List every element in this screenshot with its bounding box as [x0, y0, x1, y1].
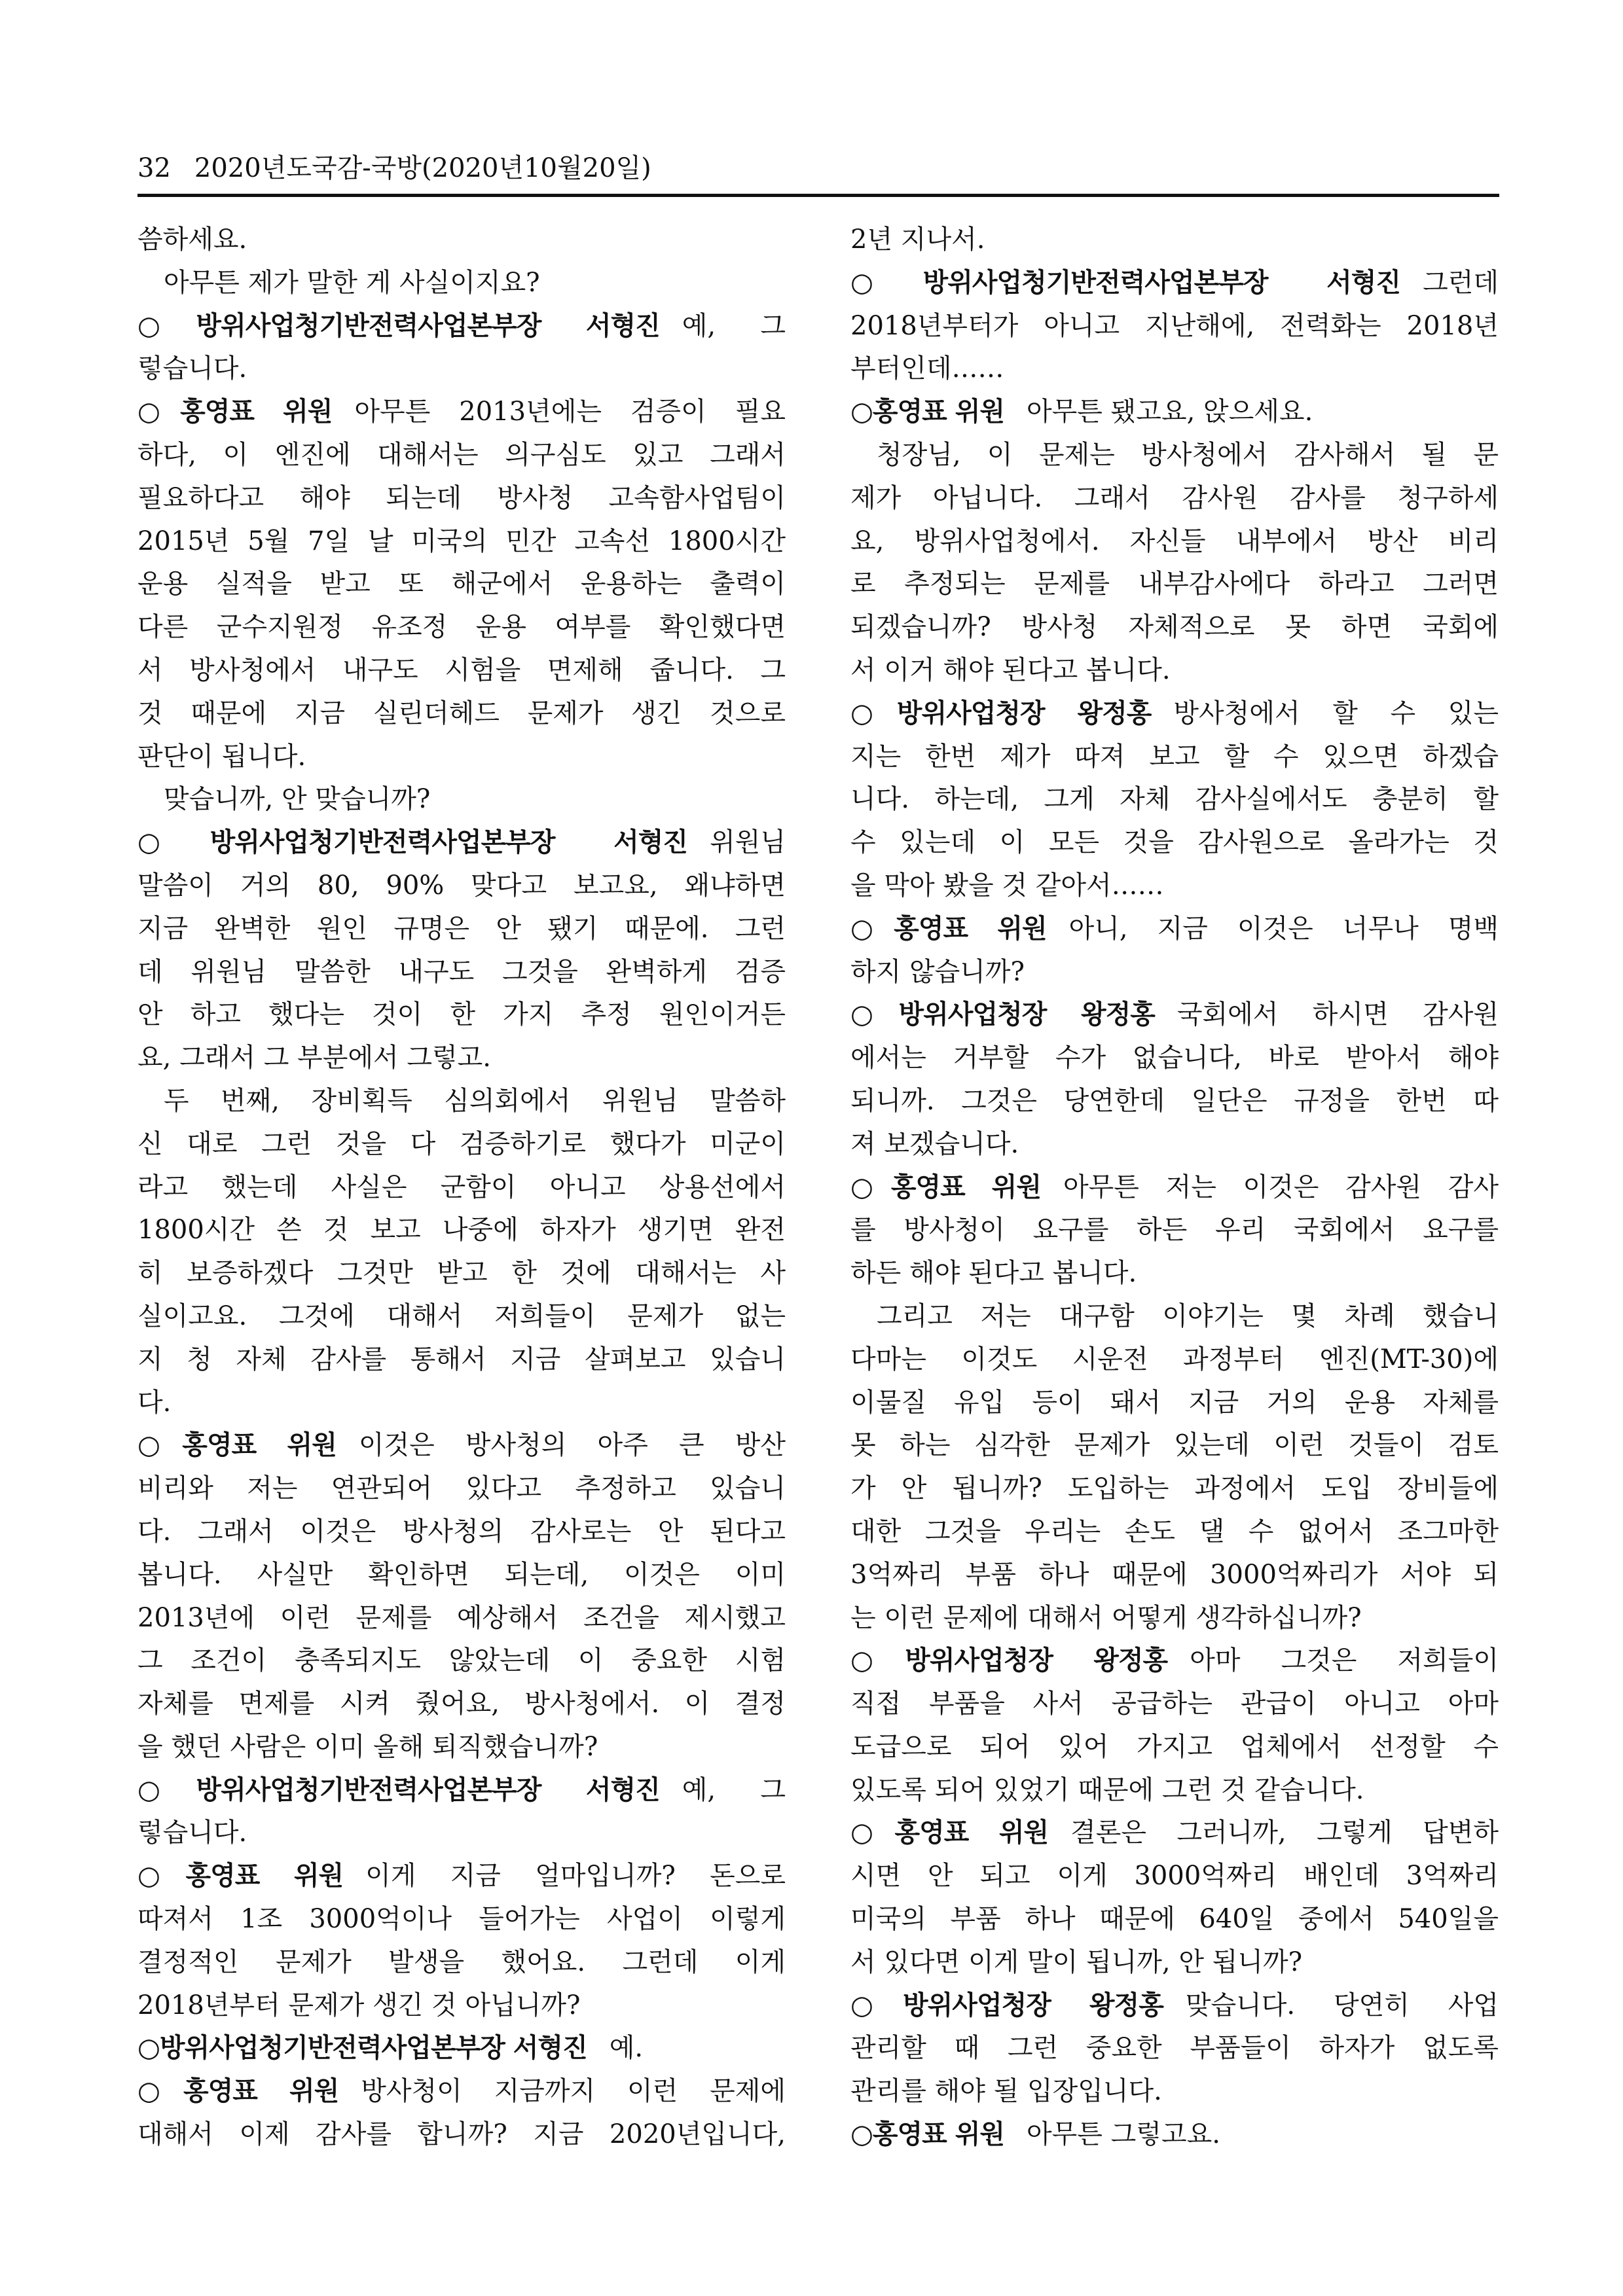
- line-text: 데 위원님 말씀한 내구도 그것을 완벽하게 검증: [137, 956, 786, 987]
- line-text: 수 있는데 이 모든 것을 감사원으로 올라가는 것: [850, 827, 1499, 858]
- speaker-line: [850, 1166, 1499, 1210]
- text-line: [137, 1941, 786, 1984]
- line-text: 이것은 방사청의 아주 큰 방산: [358, 1430, 786, 1461]
- text-line: [850, 649, 1499, 692]
- text-line: [137, 778, 786, 821]
- text-line: [850, 2027, 1499, 2070]
- text-line: [137, 1984, 786, 2028]
- line-text: 3억짜리 부품 하나 때문에 3000억짜리가 서야 되: [850, 1559, 1499, 1590]
- text-line: [137, 1295, 786, 1338]
- line-text: 위원님: [710, 827, 786, 858]
- speaker-name: ○방위사업청기반전력사업본부장 서형진: [137, 827, 688, 858]
- speaker-line: [850, 692, 1499, 736]
- text-line: [850, 606, 1499, 649]
- line-text: 아무튼 그렇고요.: [1027, 2119, 1220, 2150]
- header-rule: [137, 194, 1499, 197]
- speaker-name: ○방위사업청장 왕정홍: [850, 1645, 1168, 1676]
- line-text: 서 방사청에서 내구도 시험을 면제해 줍니다. 그: [137, 655, 786, 685]
- speaker-line: [850, 1640, 1499, 1683]
- line-text: 신 대로 그런 것을 다 검증하기로 했다가 미군이: [137, 1128, 786, 1159]
- line-text: 다.: [137, 1387, 172, 1418]
- line-text: 맞습니다. 당연히 사업: [1185, 1990, 1499, 2020]
- line-text: 필요하다고 해야 되는데 방사청 고속함사업팀이: [137, 482, 786, 513]
- line-text: 이물질 유입 등이 돼서 지금 거의 운용 자체를: [850, 1387, 1499, 1418]
- speaker-name: ○홍영표 위원: [850, 1818, 1049, 1848]
- line-text: 예, 그: [682, 310, 786, 341]
- line-text: 그런데: [1423, 267, 1499, 298]
- line-text: 다른 군수지원정 유조정 운용 여부를 확인했다면: [137, 612, 786, 643]
- line-text: 다. 그래서 이것은 방사청의 감사로는 안 된다고: [137, 1516, 786, 1547]
- line-text: 되니까. 그것은 당연한데 일단은 규정을 한번 따: [850, 1085, 1499, 1116]
- text-line: [137, 1382, 786, 1425]
- line-text: 대한 그것을 우리는 손도 댈 수 없어서 조그마한: [850, 1516, 1499, 1547]
- line-text: 그리고 저는 대구함 이야기는 몇 차례 했습니: [877, 1300, 1499, 1331]
- running-header: [137, 147, 651, 185]
- line-text: 하든 해야 된다고 봅니다.: [850, 1258, 1137, 1289]
- text-line: [137, 262, 786, 305]
- text-line: [137, 1812, 786, 1855]
- speaker-name: ○홍영표 위원: [137, 1430, 337, 1461]
- line-text: 렇습니다.: [137, 353, 247, 384]
- line-text: 예.: [609, 2033, 644, 2064]
- text-line: [850, 563, 1499, 606]
- text-line: [850, 348, 1499, 391]
- speaker-line: [137, 1424, 786, 1467]
- text-line: [850, 865, 1499, 908]
- line-text: 요, 방위사업청에서. 자신들 내부에서 방산 비리: [850, 526, 1499, 556]
- line-text: 2013년에 이런 문제를 예상해서 조건을 제시했고: [137, 1602, 786, 1633]
- text-line: [850, 1252, 1499, 1295]
- speaker-name: ○방위사업청장 왕정홍: [850, 999, 1155, 1030]
- text-line: [137, 1209, 786, 1252]
- text-line: [137, 1726, 786, 1769]
- speaker-name: ○방위사업청장 왕정홍: [850, 1990, 1163, 2020]
- line-text: 관리할 때 그런 중요한 부품들이 하자가 없도록: [850, 2033, 1499, 2064]
- line-text: 시면 안 되고 이게 3000억짜리 배인데 3억짜리: [850, 1861, 1499, 1892]
- speaker-line: [137, 1855, 786, 1898]
- text-line: [137, 736, 786, 779]
- text-line: [137, 434, 786, 477]
- line-text: 요, 그래서 그 부분에서 그렇고.: [137, 1043, 491, 1073]
- text-line: [137, 348, 786, 391]
- line-text: 니다. 하는데, 그게 자체 감사실에서도 충분히 할: [850, 784, 1499, 815]
- text-line: [137, 1338, 786, 1382]
- text-line: [137, 1640, 786, 1683]
- speaker-line: [850, 908, 1499, 951]
- line-text: 따져서 1조 3000억이나 들어가는 사업이 이렇게: [137, 1904, 786, 1935]
- line-text: 아무튼 제가 말한 게 사실이지요?: [164, 267, 540, 298]
- line-text: 1800시간 쓴 것 보고 나중에 하자가 생기면 완전: [137, 1215, 786, 1246]
- text-line: [137, 1037, 786, 1080]
- speaker-name: ○홍영표 위원: [850, 1172, 1041, 1202]
- text-line: [850, 2070, 1499, 2113]
- text-line: [137, 908, 786, 951]
- text-line: [850, 1898, 1499, 1941]
- speaker-name: ○방위사업청기반전력사업본부장 서형진: [850, 267, 1401, 298]
- speaker-name: ○홍영표 위원: [137, 2076, 339, 2107]
- line-text: 2018년부터 문제가 생긴 것 아닙니까?: [137, 1990, 581, 2020]
- speaker-name: ○홍영표 위원: [137, 1861, 344, 1892]
- line-text: 가 안 됩니까? 도입하는 과정에서 도입 장비들에: [850, 1473, 1499, 1504]
- speaker-line: [137, 821, 786, 865]
- line-text: 져 보겠습니다.: [850, 1128, 1019, 1159]
- text-line: [137, 606, 786, 649]
- text-line: [137, 1123, 786, 1166]
- line-text: 아무튼 됐고요, 앉으세요.: [1027, 397, 1313, 427]
- line-text: 청장님, 이 문제는 방사청에서 감사해서 될 문: [877, 439, 1499, 470]
- speaker-name: ○홍영표 위원: [137, 397, 333, 427]
- speaker-line: [850, 391, 1499, 434]
- line-text: 로 추정되는 문제를 내부감사에다 하라고 그러면: [850, 569, 1499, 600]
- speaker-line: [137, 1769, 786, 1812]
- line-text: 히 보증하겠다 그것만 받고 한 것에 대해서는 사: [137, 1258, 786, 1289]
- text-line: [850, 1080, 1499, 1123]
- text-line: [137, 2113, 786, 2157]
- speaker-name: ○홍영표 위원: [850, 913, 1047, 944]
- line-text: 지는 한번 제가 따져 보고 할 수 있으면 하겠습: [850, 741, 1499, 772]
- line-text: 판단이 됩니다.: [137, 741, 306, 772]
- line-text: 관리를 해야 될 입장입니다.: [850, 2076, 1162, 2107]
- line-text: 결정적인 문제가 발생을 했어요. 그런데 이게: [137, 1946, 786, 1977]
- line-text: 지 청 자체 감사를 통해서 지금 살펴보고 있습니: [137, 1344, 786, 1374]
- line-text: 못 하는 심각한 문제가 있는데 이런 것들이 검토: [850, 1430, 1499, 1461]
- text-line: [850, 1037, 1499, 1080]
- line-text: 하다, 이 엔진에 대해서는 의구심도 있고 그래서: [137, 439, 786, 470]
- speaker-name: ○홍영표 위원: [850, 397, 1005, 427]
- speaker-line: [137, 391, 786, 434]
- text-line: [850, 1424, 1499, 1467]
- line-text: 국회에서 하시면 감사원: [1176, 999, 1499, 1030]
- text-line: [137, 649, 786, 692]
- speaker-line: [137, 2070, 786, 2113]
- line-text: 두 번째, 장비획득 심의회에서 위원님 말씀하: [164, 1085, 786, 1116]
- text-line: [137, 994, 786, 1037]
- line-text: 다마는 이것도 시운전 과정부터 엔진(MT-30)에: [850, 1344, 1499, 1374]
- left-column: [137, 219, 786, 2157]
- line-text: 2년 지나서.: [850, 224, 985, 255]
- text-line: [850, 520, 1499, 564]
- text-line: [137, 1554, 786, 1597]
- speaker-name: ○방위사업청기반전력사업본부장 서형진: [137, 1774, 660, 1805]
- right-column: [850, 219, 1499, 2157]
- text-line: [137, 1080, 786, 1123]
- line-text: 아마 그것은 저희들이: [1190, 1645, 1499, 1676]
- speaker-line: [850, 1812, 1499, 1855]
- text-line: [850, 305, 1499, 348]
- line-text: 미국의 부품 하나 때문에 640일 중에서 540일을: [850, 1904, 1499, 1935]
- line-text: 에서는 거부할 수가 없습니다, 바로 받아서 해야: [850, 1043, 1499, 1073]
- text-line: [137, 1597, 786, 1640]
- line-text: 자체를 면제를 시켜 줬어요, 방사청에서. 이 결정: [137, 1689, 786, 1719]
- line-text: 라고 했는데 사실은 군함이 아니고 상용선에서: [137, 1172, 786, 1202]
- text-line: [137, 951, 786, 994]
- speaker-line: [850, 2113, 1499, 2157]
- line-text: 되겠습니까? 방사청 자체적으로 못 하면 국회에: [850, 612, 1499, 643]
- line-text: 아무튼 2013년에는 검증이 필요: [354, 397, 786, 427]
- text-line: [850, 951, 1499, 994]
- line-text: 것 때문에 지금 실린더헤드 문제가 생긴 것으로: [137, 698, 786, 728]
- line-text: 예, 그: [682, 1774, 786, 1805]
- speaker-name: ○방위사업청기반전력사업본부장 서형진: [137, 310, 660, 341]
- text-line: [850, 477, 1499, 520]
- text-line: [850, 1209, 1499, 1252]
- text-line: [850, 1597, 1499, 1640]
- line-text: 있도록 되어 있었기 때문에 그런 것 같습니다.: [850, 1774, 1364, 1805]
- header-title: 2020년도국감-국방(2020년10월20일): [194, 153, 651, 183]
- text-line: [137, 865, 786, 908]
- text-line: [137, 1166, 786, 1210]
- text-line: [850, 434, 1499, 477]
- text-line: [850, 1726, 1499, 1769]
- line-text: 직접 부품을 사서 공급하는 관급이 아니고 아마: [850, 1689, 1499, 1719]
- text-line: [137, 1683, 786, 1726]
- text-line: [137, 219, 786, 262]
- line-text: 그 조건이 충족되지도 않았는데 이 중요한 시험: [137, 1645, 786, 1676]
- text-line: [137, 563, 786, 606]
- text-line: [850, 1295, 1499, 1338]
- line-text: 을 막아 봤을 것 같아서……: [850, 870, 1164, 901]
- line-text: 2015년 5월 7일 날 미국의 민간 고속선 1800시간: [137, 526, 786, 556]
- line-text: 봅니다. 사실만 확인하면 되는데, 이것은 이미: [137, 1559, 786, 1590]
- line-text: 말씀이 거의 80, 90% 맞다고 보고요, 왜냐하면: [137, 870, 786, 901]
- text-line: [137, 1511, 786, 1554]
- page-number: 32: [137, 153, 171, 183]
- line-text: 서 이거 해야 된다고 봅니다.: [850, 655, 1171, 685]
- text-line: [850, 736, 1499, 779]
- line-text: 제가 아닙니다. 그래서 감사원 감사를 청구하세: [850, 482, 1499, 513]
- line-text: 2018년부터가 아니고 지난해에, 전력화는 2018년: [850, 310, 1499, 341]
- text-line: [850, 1554, 1499, 1597]
- text-line: [137, 520, 786, 564]
- text-line: [850, 1467, 1499, 1511]
- line-text: 실이고요. 그것에 대해서 저희들이 문제가 없는: [137, 1300, 786, 1331]
- text-line: [137, 1898, 786, 1941]
- line-text: 방사청에서 할 수 있는: [1173, 698, 1499, 728]
- line-text: 방사청이 지금까지 이런 문제에: [361, 2076, 786, 2107]
- line-text: 부터인데……: [850, 353, 1004, 384]
- text-line: [850, 1338, 1499, 1382]
- speaker-line: [850, 1984, 1499, 2028]
- speaker-line: [137, 305, 786, 348]
- speaker-name: ○방위사업청장 왕정홍: [850, 698, 1152, 728]
- speaker-name: ○홍영표 위원: [850, 2119, 1005, 2150]
- text-line: [850, 1382, 1499, 1425]
- text-line: [850, 821, 1499, 865]
- line-text: 씀하세요.: [137, 224, 247, 255]
- line-text: 비리와 저는 연관되어 있다고 추정하고 있습니: [137, 1473, 786, 1504]
- text-line: [850, 1855, 1499, 1898]
- line-text: 하지 않습니까?: [850, 956, 1025, 987]
- speaker-line: [850, 994, 1499, 1037]
- speaker-line: [850, 262, 1499, 305]
- line-text: 는 이런 문제에 대해서 어떻게 생각하십니까?: [850, 1602, 1362, 1633]
- line-text: 이게 지금 얼마입니까? 돈으로: [365, 1861, 786, 1892]
- line-text: 를 방사청이 요구를 하든 우리 국회에서 요구를: [850, 1215, 1499, 1246]
- speaker-line: [137, 2027, 786, 2070]
- text-line: [850, 1511, 1499, 1554]
- line-text: 아무튼 저는 이것은 감사원 감사: [1063, 1172, 1499, 1202]
- line-text: 을 했던 사람은 이미 올해 퇴직했습니까?: [137, 1731, 598, 1762]
- line-text: 안 하고 했다는 것이 한 가지 추정 원인이거든: [137, 999, 786, 1030]
- text-line: [137, 1252, 786, 1295]
- text-line: [850, 1769, 1499, 1812]
- line-text: 지금 완벽한 원인 규명은 안 됐기 때문에. 그런: [137, 913, 786, 944]
- text-line: [850, 778, 1499, 821]
- text-line: [850, 219, 1499, 262]
- speaker-name: ○방위사업청기반전력사업본부장 서형진: [137, 2033, 587, 2064]
- text-line: [137, 477, 786, 520]
- text-line: [850, 1683, 1499, 1726]
- text-line: [850, 1941, 1499, 1984]
- line-text: 맞습니까, 안 맞습니까?: [164, 784, 431, 815]
- line-text: 서 있다면 이게 말이 됩니까, 안 됩니까?: [850, 1946, 1303, 1977]
- line-text: 대해서 이제 감사를 합니까? 지금 2020년입니다,: [137, 2119, 786, 2150]
- text-line: [850, 1123, 1499, 1166]
- line-text: 결론은 그러니까, 그렇게 답변하: [1070, 1818, 1499, 1848]
- text-line: [137, 1467, 786, 1511]
- line-text: 운용 실적을 받고 또 해군에서 운용하는 출력이: [137, 569, 786, 600]
- text-line: [137, 692, 786, 736]
- line-text: 도급으로 되어 있어 가지고 업체에서 선정할 수: [850, 1731, 1499, 1762]
- line-text: 렇습니다.: [137, 1818, 247, 1848]
- line-text: 아니, 지금 이것은 너무나 명백: [1068, 913, 1499, 944]
